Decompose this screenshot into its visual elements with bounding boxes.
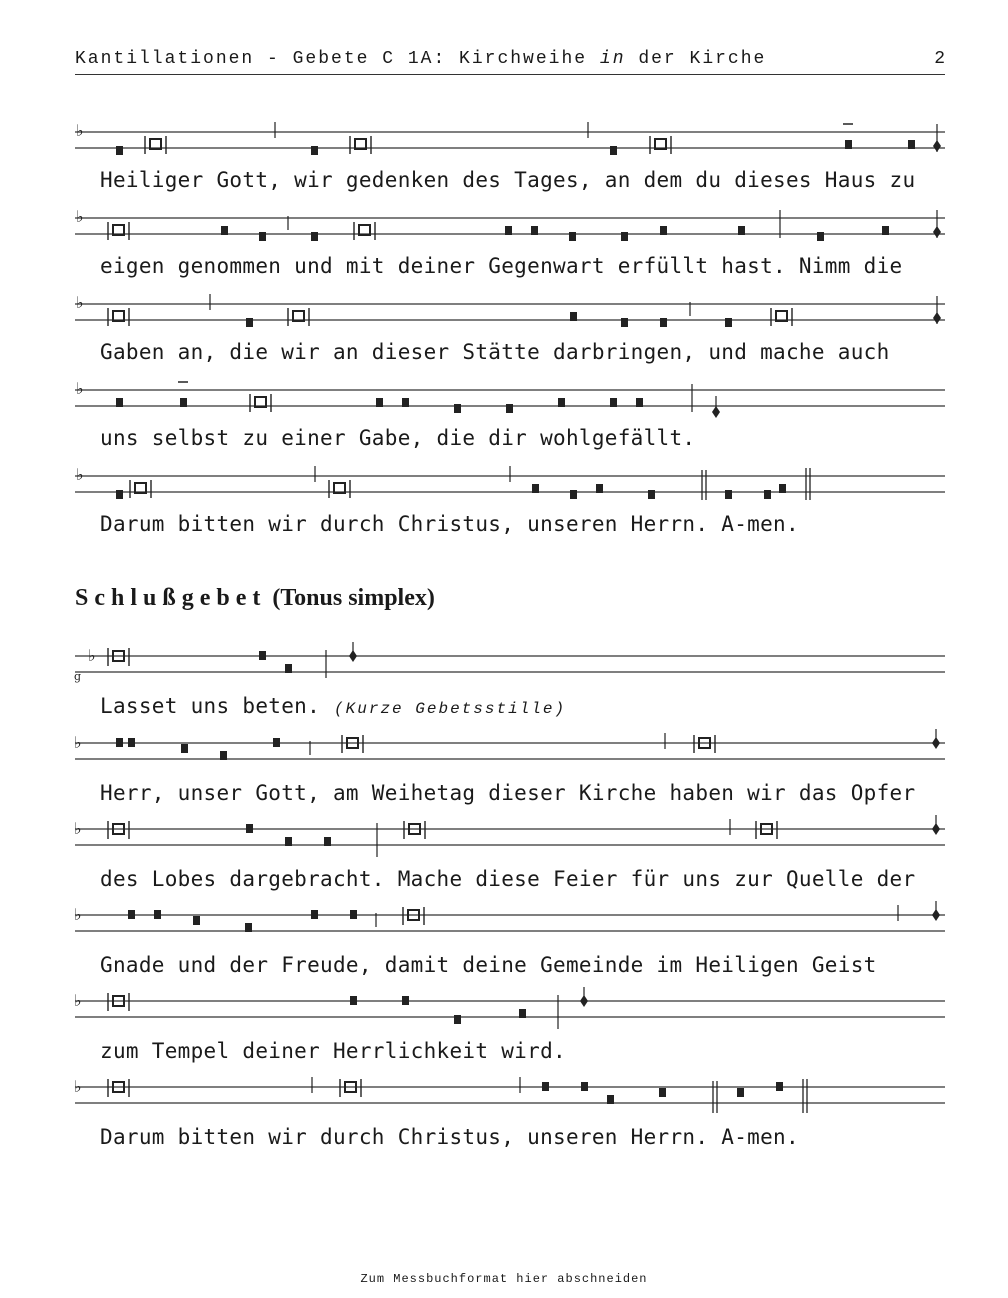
svg-text:g: g	[74, 670, 82, 683]
schluss-staff-4	[70, 901, 950, 941]
page-header	[75, 46, 945, 75]
header-title-italic: in	[599, 49, 626, 69]
schluss-line-5: zum Tempel deiner Herrlichkeit wird.	[100, 1039, 566, 1063]
prayer-line-1: Heiliger Gott, wir gedenken des Tages, an dem du dieses Haus zu	[100, 168, 916, 192]
schluss-staff-1	[70, 642, 950, 686]
page-number: 2	[934, 49, 945, 69]
prayer-line-2: eigen genommen und mit deiner Gegenwart erfüllt hast. Nimm die	[100, 254, 903, 278]
schluss-line-6: Darum bitten wir durch Christus, unseren Herrn. A-men.	[100, 1125, 799, 1149]
pause-note: (Kurze Gebetsstille)	[334, 700, 567, 718]
schluss-staff-5	[70, 987, 950, 1033]
svg-text:♭: ♭	[74, 819, 82, 838]
schluss-staff-2	[70, 729, 950, 769]
footer-cut-note: Zum Messbuchformat hier abschneiden	[360, 1272, 648, 1286]
schluss-line-3: des Lobes dargebracht. Mache diese Feier für uns zur Quelle der	[100, 867, 916, 891]
svg-text:♭: ♭	[76, 121, 84, 140]
chant-staff-3	[70, 290, 950, 330]
section-heading-subtitle: (Tonus simplex)	[272, 585, 435, 611]
schluss-line-1	[100, 694, 566, 718]
svg-text:♭: ♭	[76, 379, 84, 398]
schluss-staff-6	[70, 1073, 950, 1119]
svg-text:♭: ♭	[74, 905, 82, 924]
svg-text:♭: ♭	[76, 293, 84, 312]
section-heading	[75, 585, 435, 612]
prayer-line-3: Gaben an, die wir an dieser Stätte darbringen, und mache auch	[100, 340, 890, 364]
chant-staff-1	[70, 118, 950, 158]
schluss-line-2: Herr, unser Gott, am Weihetag dieser Kirche haben wir das Opfer	[100, 781, 916, 805]
svg-text:♭: ♭	[74, 991, 82, 1010]
section-heading-title: Schlußgebet	[75, 585, 267, 611]
chant-staff-4	[70, 376, 950, 420]
chant-staff-5	[70, 462, 950, 506]
svg-text:♭: ♭	[74, 1077, 82, 1096]
svg-text:♭: ♭	[88, 646, 96, 665]
chant-staff-2	[70, 204, 950, 244]
schluss-line-4: Gnade und der Freude, damit deine Gemeinde im Heiligen Geist	[100, 953, 877, 977]
header-title	[75, 49, 766, 69]
svg-text:♭: ♭	[76, 465, 84, 484]
schluss-line-1-text: Lasset uns beten.	[100, 694, 321, 718]
svg-text:♭: ♭	[74, 733, 82, 752]
svg-text:♭: ♭	[76, 207, 84, 226]
prayer-line-5: Darum bitten wir durch Christus, unseren Herrn. A-men.	[100, 512, 799, 536]
schluss-staff-3	[70, 815, 950, 861]
header-title-part1: Kantillationen - Gebete C 1A: Kirchweihe	[75, 49, 588, 69]
header-title-part2: der Kirche	[638, 49, 767, 69]
prayer-line-4: uns selbst zu einer Gabe, die dir wohlgefällt.	[100, 426, 696, 450]
